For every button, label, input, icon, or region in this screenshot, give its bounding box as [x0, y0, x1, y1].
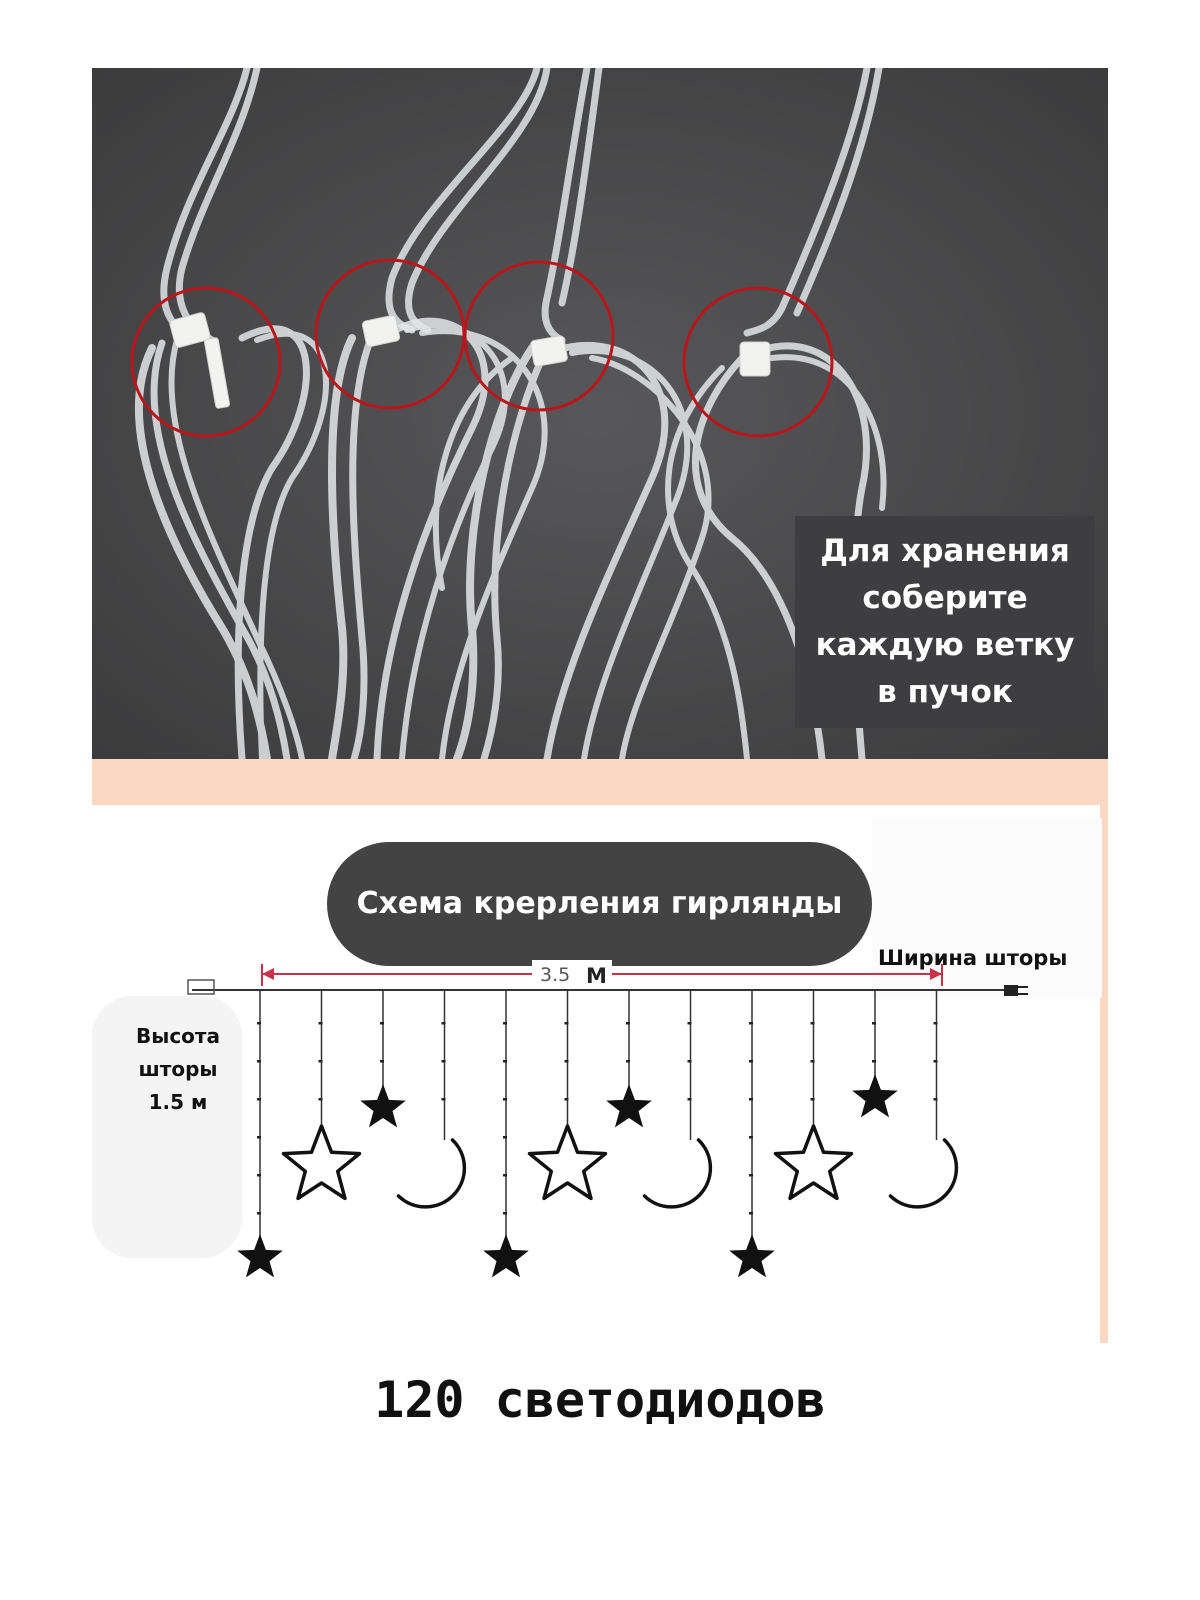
- led-dot: [688, 1060, 692, 1063]
- led-dot: [380, 1022, 384, 1025]
- led-dot: [442, 1022, 446, 1025]
- led-dot: [257, 1060, 261, 1063]
- led-count: 120 светодиодов: [374, 1371, 826, 1429]
- led-dot: [503, 1098, 507, 1101]
- width-value: 3.5: [540, 964, 571, 986]
- star-icon: [483, 1234, 529, 1277]
- storage-note: Для хранения соберите каждую ветку в пучок: [795, 516, 1095, 728]
- led-dot: [257, 1022, 261, 1025]
- led-dot: [811, 1022, 815, 1025]
- led-dot: [319, 1060, 323, 1063]
- led-dot: [749, 1022, 753, 1025]
- led-dot: [503, 1174, 507, 1177]
- width-unit: М: [586, 964, 607, 988]
- star-outline-icon: [776, 1126, 852, 1198]
- led-dot: [503, 1022, 507, 1025]
- led-dot: [442, 1060, 446, 1063]
- led-dot: [872, 1060, 876, 1063]
- led-dot: [319, 1098, 323, 1101]
- led-dot: [688, 1022, 692, 1025]
- led-dot: [688, 1098, 692, 1101]
- led-dot: [811, 1060, 815, 1063]
- star-icon: [729, 1234, 775, 1277]
- led-dot: [749, 1060, 753, 1063]
- led-dot: [626, 1060, 630, 1063]
- scheme-title: Схема крерления гирлянды: [327, 842, 872, 966]
- led-dot: [565, 1098, 569, 1101]
- led-dot: [503, 1136, 507, 1139]
- star-outline-icon: [530, 1126, 606, 1198]
- garland-diagram: [92, 68, 1108, 1534]
- width-label: Ширина шторы: [878, 946, 1068, 970]
- led-dot: [257, 1098, 261, 1101]
- led-dot: [749, 1174, 753, 1177]
- star-icon: [852, 1074, 898, 1117]
- product-card: [92, 68, 1108, 1534]
- star-icon: [606, 1084, 652, 1127]
- led-dot: [811, 1098, 815, 1101]
- moon-icon: [399, 1140, 465, 1207]
- led-dot: [934, 1022, 938, 1025]
- curtain-strands: [237, 990, 956, 1277]
- led-dot: [380, 1060, 384, 1063]
- moon-icon: [891, 1140, 957, 1207]
- width-label-backdrop: [872, 818, 1102, 998]
- controller-box: [188, 980, 214, 994]
- led-dot: [749, 1212, 753, 1215]
- led-dot: [503, 1212, 507, 1215]
- led-dot: [565, 1022, 569, 1025]
- led-dot: [626, 1022, 630, 1025]
- height-label: Высота шторы 1.5 м: [135, 1024, 220, 1114]
- led-dot: [319, 1022, 323, 1025]
- star-icon: [237, 1234, 283, 1277]
- star-icon: [360, 1084, 406, 1127]
- led-dot: [442, 1098, 446, 1101]
- led-dot: [934, 1060, 938, 1063]
- led-dot: [872, 1022, 876, 1025]
- led-dot: [503, 1060, 507, 1063]
- led-dot: [749, 1098, 753, 1101]
- led-dot: [257, 1174, 261, 1177]
- led-dot: [257, 1212, 261, 1215]
- led-dot: [257, 1136, 261, 1139]
- star-outline-icon: [284, 1126, 360, 1198]
- led-dot: [749, 1136, 753, 1139]
- led-dot: [565, 1060, 569, 1063]
- led-dot: [934, 1098, 938, 1101]
- moon-icon: [645, 1140, 711, 1207]
